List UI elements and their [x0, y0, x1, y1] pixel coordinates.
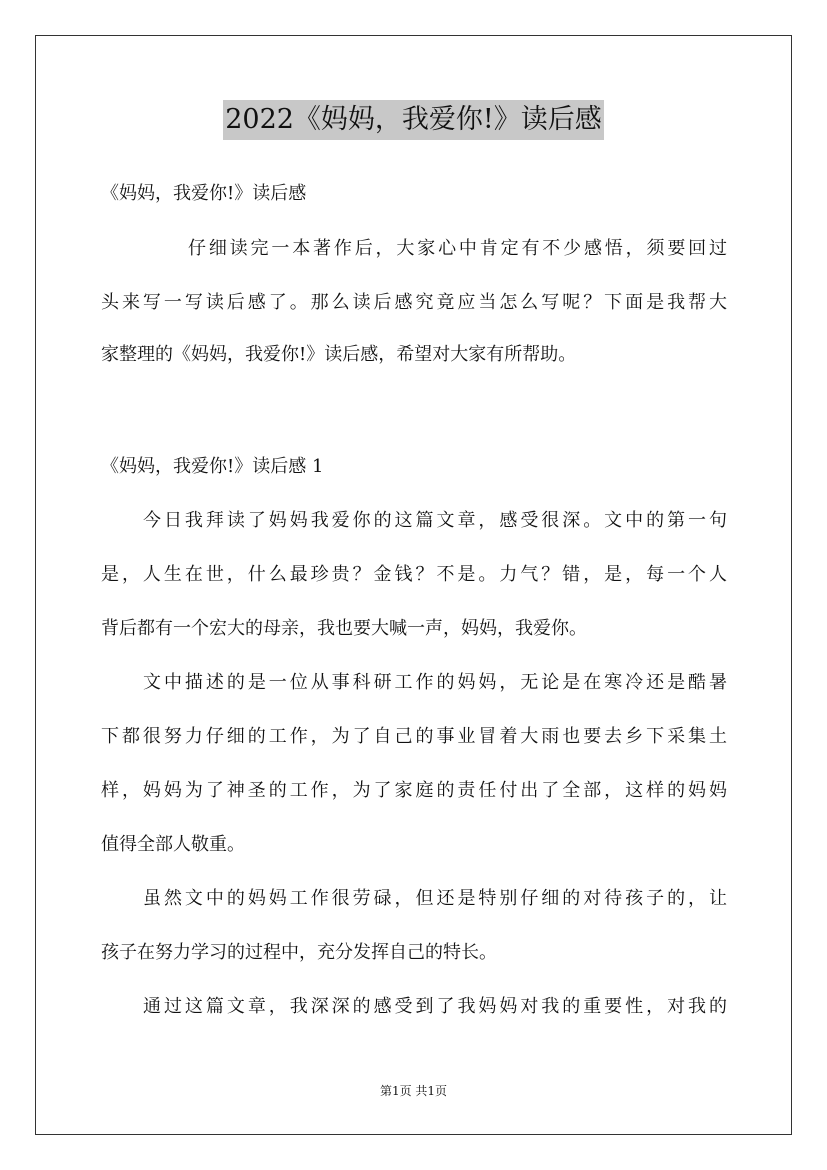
- paragraph-1-line-2: 是，人生在世，什么最珍贵？金钱？不是。力气？错，是，每一个人: [101, 564, 727, 585]
- paragraph-2-line-1: 文中描述的是一位从事科研工作的妈妈，无论是在寒冷还是酷暑: [143, 672, 727, 693]
- paragraph-2-line-3: 样，妈妈为了神圣的工作，为了家庭的责任付出了全部，这样的妈妈: [101, 780, 727, 801]
- section-heading: 《妈妈，我爱你!》读后感 1: [101, 456, 324, 477]
- intro-line-1: 仔细读完一本著作后，大家心中肯定有不少感悟，须要回过: [188, 238, 727, 259]
- paragraph-1-line-3: 背后都有一个宏大的母亲，我也要大喊一声，妈妈，我爱你。: [101, 618, 587, 639]
- paragraph-2-line-4: 值得全部人敬重。: [101, 834, 245, 855]
- paragraph-1-line-1: 今日我拜读了妈妈我爱你的这篇文章，感受很深。文中的第一句: [143, 510, 727, 531]
- paragraph-4-line-1: 通过这篇文章，我深深的感受到了我妈妈对我的重要性，对我的: [143, 996, 727, 1017]
- paragraph-2-line-2: 下都很努力仔细的工作，为了自己的事业冒着大雨也要去乡下采集土: [101, 726, 727, 747]
- page-number: 第1页 共1页: [379, 1084, 448, 1098]
- title-container: [0, 100, 827, 140]
- paragraph-3-line-1: 虽然文中的妈妈工作很劳碌，但还是特别仔细的对待孩子的，让: [143, 888, 727, 909]
- intro-line-3: 家整理的《妈妈，我爱你!》读后感，希望对大家有所帮助。: [101, 344, 577, 365]
- subtitle: 《妈妈，我爱你!》读后感: [101, 183, 307, 204]
- intro-line-2: 头来写一写读后感了。那么读后感究竟应当怎么写呢？下面是我帮大: [101, 292, 727, 313]
- document-title: 2022《妈妈，我爱你!》读后感: [223, 100, 604, 140]
- paragraph-3-line-2: 孩子在努力学习的过程中，充分发挥自己的特长。: [101, 942, 497, 963]
